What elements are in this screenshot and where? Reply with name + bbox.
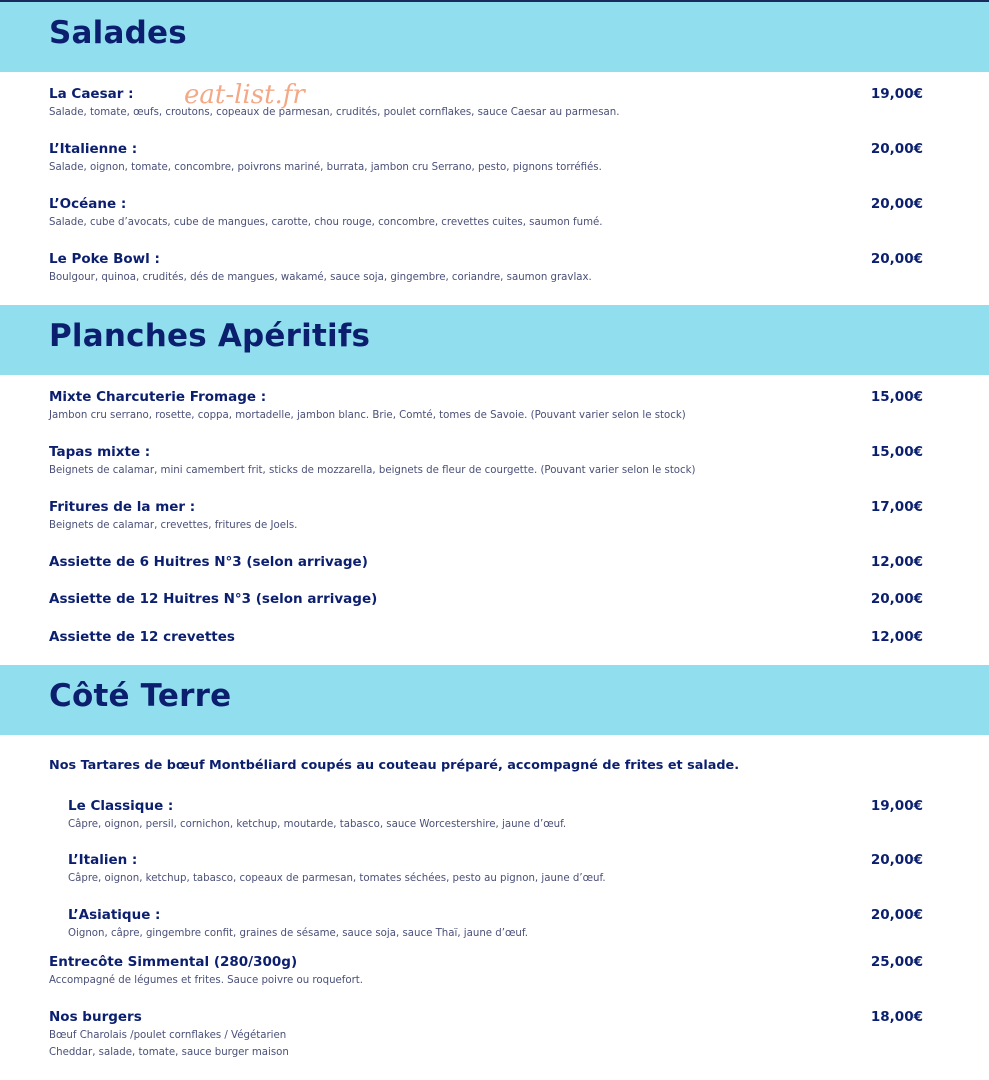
menu-item-name: Entrecôte Simmental (280/300g) xyxy=(49,954,298,970)
menu-item-name: L’Océane : xyxy=(49,196,127,212)
menu-item-price: 20,00€ xyxy=(870,196,923,212)
menu-item-desc: Boulgour, quinoa, crudités, dés de mangues, wakamé, sauce soja, gingembre, coriandre, saumon gravlax. xyxy=(49,272,592,283)
menu-item-name: La Caesar : xyxy=(49,86,134,102)
menu-item-price: 20,00€ xyxy=(870,591,923,607)
menu-item-name: L’Italien : xyxy=(68,852,138,868)
menu-item-desc: Salade, cube d’avocats, cube de mangues, carotte, chou rouge, concombre, crevettes cuites, saumon fumé. xyxy=(49,217,603,228)
menu-item-name: Mixte Charcuterie Fromage : xyxy=(49,389,267,405)
menu-item-price: 15,00€ xyxy=(870,389,923,405)
menu-item-price: 19,00€ xyxy=(870,798,923,814)
section-title-planches: Planches Apéritifs xyxy=(49,318,371,354)
menu-item-desc: Beignets de calamar, mini camembert frit, sticks de mozzarella, beignets de fleur de courgette. (Pouvant varier selon le stock) xyxy=(49,465,696,476)
menu-item-desc: Câpre, oignon, persil, cornichon, ketchup, moutarde, tabasco, sauce Worcestershire, jaune d’œuf. xyxy=(68,819,567,830)
watermark-logo: eat-list.fr xyxy=(184,80,305,110)
menu-item-price: 15,00€ xyxy=(870,444,923,460)
menu-item-desc: Jambon cru serrano, rosette, coppa, mortadelle, jambon blanc. Brie, Comté, tomes de Savoie. (Pouvant varier selon le stock) xyxy=(49,410,686,421)
menu-item-name: L’Italienne : xyxy=(49,141,138,157)
section-banner-terre xyxy=(0,665,989,735)
menu-item-price: 20,00€ xyxy=(870,852,923,868)
section-title-terre: Côté Terre xyxy=(49,678,232,714)
menu-item-name: Le Classique : xyxy=(68,798,174,814)
menu-item-price: 20,00€ xyxy=(870,907,923,923)
section-banner-salades xyxy=(0,2,989,72)
menu-item-desc: Salade, tomate, œufs, croutons, copeaux de parmesan, crudités, poulet cornflakes, sauce Caesar au parmesan. xyxy=(49,107,620,118)
menu-item-name: Assiette de 6 Huitres N°3 (selon arrivage) xyxy=(49,554,368,570)
menu-item-desc: Beignets de calamar, crevettes, fritures de Joels. xyxy=(49,520,298,531)
menu-item-name: Nos burgers xyxy=(49,1009,142,1025)
menu-item-price: 12,00€ xyxy=(870,629,923,645)
menu-item-desc: Bœuf Charolais /poulet cornflakes / Végétarien xyxy=(49,1030,287,1041)
menu-item-name: Assiette de 12 Huitres N°3 (selon arrivage) xyxy=(49,591,378,607)
menu-item-name: Assiette de 12 crevettes xyxy=(49,629,235,645)
menu-item-price: 20,00€ xyxy=(870,251,923,267)
menu-item-name: Le Poke Bowl : xyxy=(49,251,160,267)
menu-item-desc: Câpre, oignon, ketchup, tabasco, copeaux de parmesan, tomates séchées, pesto au pignon, jaune d’œuf. xyxy=(68,873,606,884)
menu-item-desc: Cheddar, salade, tomate, sauce burger maison xyxy=(49,1047,289,1058)
menu-item-desc: Salade, oignon, tomate, concombre, poivrons mariné, burrata, jambon cru Serrano, pesto, pignons torréfiés. xyxy=(49,162,602,173)
section-title-salades: Salades xyxy=(49,15,187,51)
menu-item-desc: Accompagné de légumes et frites. Sauce poivre ou roquefort. xyxy=(49,975,364,986)
menu-item-name: L’Asiatique : xyxy=(68,907,161,923)
menu-item-name: Fritures de la mer : xyxy=(49,499,196,515)
menu-item-price: 12,00€ xyxy=(870,554,923,570)
menu-item-price: 20,00€ xyxy=(870,141,923,157)
menu-item-price: 25,00€ xyxy=(870,954,923,970)
menu-item-price: 18,00€ xyxy=(870,1009,923,1025)
menu-item-name: Tapas mixte : xyxy=(49,444,151,460)
menu-item-price: 17,00€ xyxy=(870,499,923,515)
section-intro: Nos Tartares de bœuf Montbéliard coupés au couteau préparé, accompagné de frites et salade. xyxy=(49,758,740,773)
menu-item-price: 19,00€ xyxy=(870,86,923,102)
menu-item-desc: Oignon, câpre, gingembre confit, graines de sésame, sauce soja, sauce Thaï, jaune d’œuf. xyxy=(68,928,528,939)
section-banner-planches xyxy=(0,305,989,375)
